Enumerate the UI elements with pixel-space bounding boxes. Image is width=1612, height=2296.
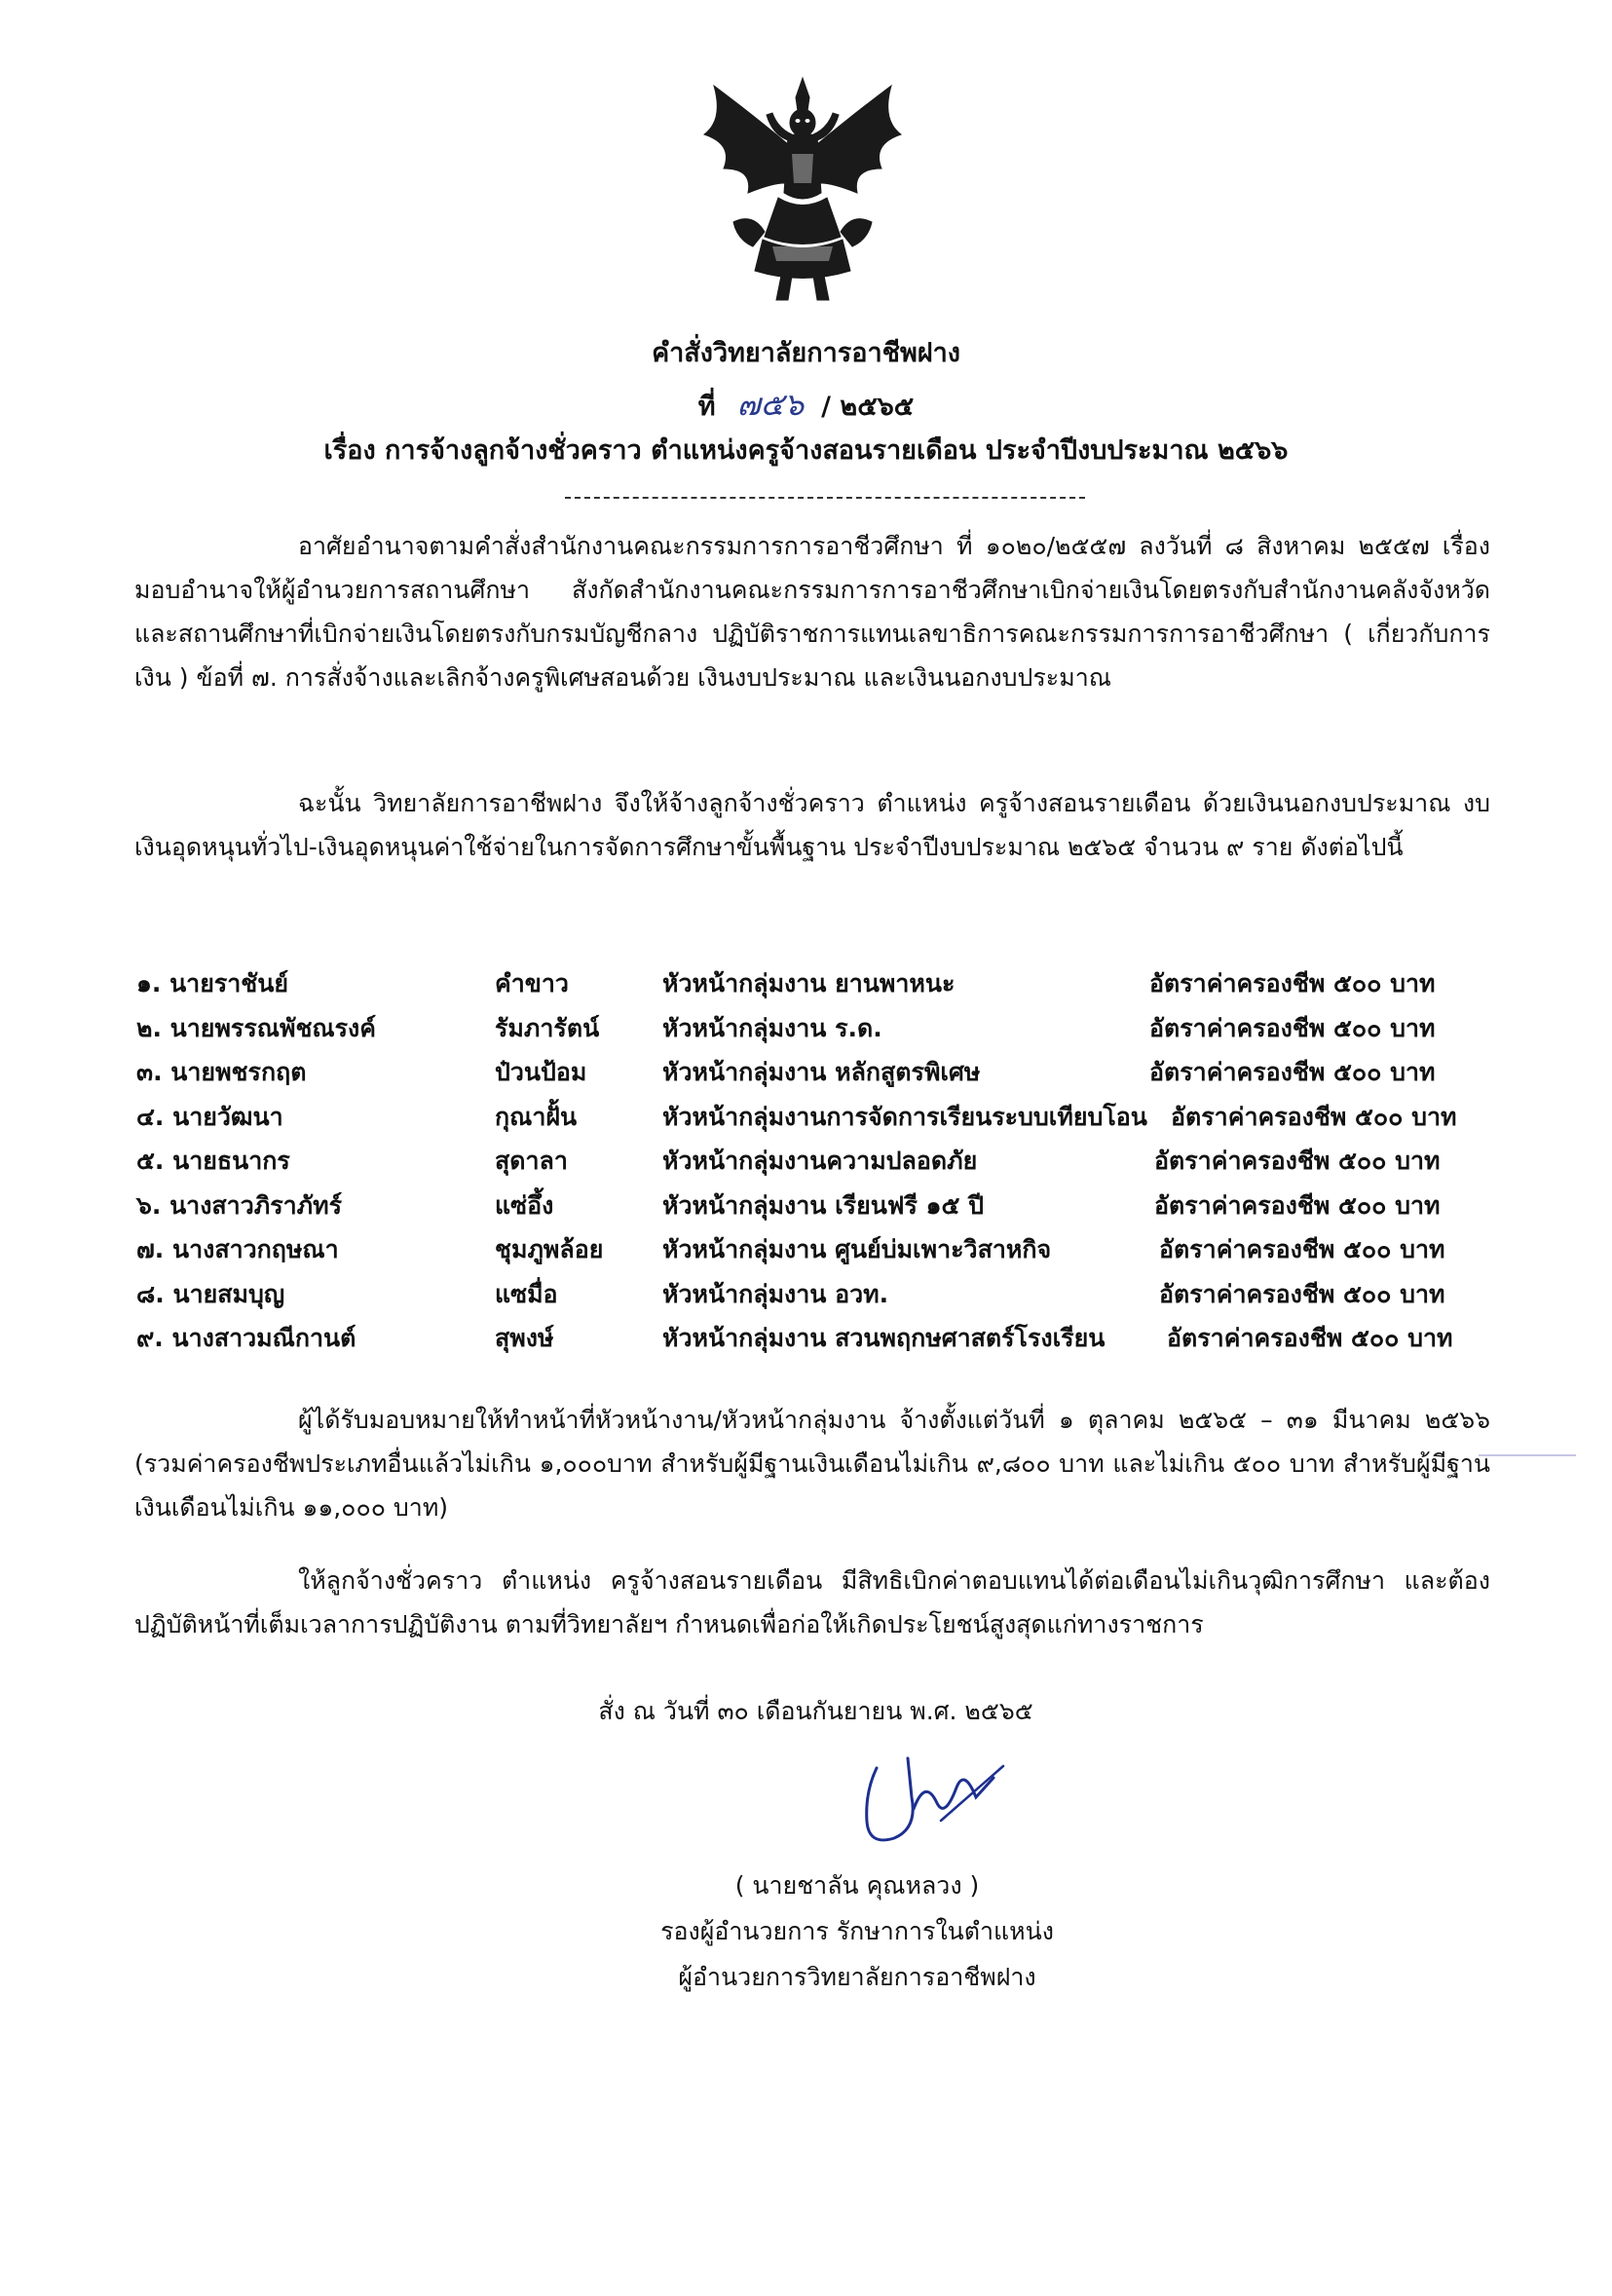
paragraph-authority-text: อาศัยอำนาจตามคำสั่งสำนักงานคณะกรรมการการอาชีวศึกษา ที่ ๑๐๒๐/๒๕๕๗ ลงวันที่ ๘ สิงหาคม ๒๕๕๗ เรื่อง มอบอำนาจให้ผู้อำนวยการสถานศึกษา สังกัดสำนักงานคณะกรรมการการอาชีวศึกษาเบิกจ่ายเงินโดยตรงกับสำนักงานคลังจังหวัด และสถานศึกษาที่เบิกจ่ายเงินโดยตรงกับกรมบัญชีกลาง ปฏิบัติราชการแทนเลขาธิการคณะกรรมการการอาชีวศึกษา ( เกี่ยวกับการเงิน ) ข้อที่ ๗. การสั่งจ้างและเลิกจ้างครูพิเศษสอนด้วย เงินงบประมาณ และเงินนอกงบประมาณ: [134, 532, 1490, 692]
staff-name: ๑. นายราชันย์: [136, 969, 289, 997]
list-item: [136, 1230, 1500, 1275]
paragraph-hiring-text: ฉะนั้น วิทยาลัยการอาชีพฝาง จึงให้จ้างลูกจ้างชั่วคราว ตำแหน่ง ครูจ้างสอนรายเดือน ด้วยเงินนอกงบประมาณ งบเงินอุดหนุนทั่วไป-เงินอุดหนุนค่าใช้จ่ายในการจัดการศึกษาขั้นพื้นฐาน ประจำปีงบประมาณ ๒๕๖๕ จำนวน ๙ ราย ดังต่อไปนี้: [134, 789, 1490, 861]
staff-surname: ชุมภูพล้อย: [495, 1235, 604, 1263]
staff-name: ๓. นายพชรกฤต: [136, 1058, 307, 1086]
signer-name: ( นายชาลัน คุณหลวง ): [734, 1871, 980, 1900]
staff-surname: รัมภารัตน์: [495, 1013, 600, 1042]
staff-rate: อัตราค่าครองชีพ ๕๐๐ บาท: [1159, 1279, 1445, 1308]
staff-rate: อัตราค่าครองชีพ ๕๐๐ บาท: [1154, 1147, 1441, 1175]
staff-rate: อัตราค่าครองชีพ ๕๐๐ บาท: [1167, 1324, 1453, 1352]
list-item: [136, 1098, 1500, 1143]
list-item: [136, 1275, 1500, 1320]
staff-rate: อัตราค่าครองชีพ ๕๐๐ บาท: [1149, 969, 1436, 997]
staff-surname: คำขาว: [495, 969, 569, 997]
list-item: [136, 1009, 1500, 1054]
staff-role: หัวหน้ากลุ่มงาน อวท.: [662, 1279, 889, 1308]
staff-name: ๔. นายวัฒนา: [136, 1102, 283, 1131]
staff-surname: แซมื่อ: [495, 1279, 558, 1308]
list-item: [136, 1186, 1500, 1231]
staff-role: หัวหน้ากลุ่มงาน ร.ด.: [662, 1013, 882, 1042]
order-subject: เรื่อง การจ้างลูกจ้างชั่วคราว ตำแหน่งครูจ้างสอนรายเดือน ประจำปีงบประมาณ ๒๕๖๖: [323, 435, 1289, 466]
paragraph-compensation-text: ให้ลูกจ้างชั่วคราว ตำแหน่ง ครูจ้างสอนรายเดือน มีสิทธิเบิกค่าตอบแทนได้ต่อเดือนไม่เกินวุฒิการศึกษา และต้องปฏิบัติหน้าที่เต็มเวลาการปฏิบัติงาน ตามที่วิทยาลัยฯ กำหนดเพื่อก่อให้เกิดประโยชน์สูงสุดแก่ทางราชการ: [134, 1566, 1490, 1638]
staff-name: ๕. นายธนากร: [136, 1147, 290, 1175]
margin-mark: [1479, 1454, 1576, 1456]
order-title: คำสั่งวิทยาลัยการอาชีพฝาง: [652, 338, 960, 368]
signature-block: [604, 1863, 1110, 2000]
staff-role: หัวหน้ากลุ่มงาน ยานพาหนะ: [662, 969, 956, 997]
staff-name: ๒. นายพรรณพัชณรงค์: [136, 1013, 376, 1042]
signer-organization: ผู้อำนวยการวิทยาลัยการอาชีพฝาง: [678, 1963, 1036, 1991]
staff-name: ๙. นางสาวมณีกานต์: [136, 1324, 356, 1352]
staff-rate: อัตราค่าครองชีพ ๕๐๐ บาท: [1149, 1013, 1436, 1042]
staff-role: หัวหน้ากลุ่มงานความปลอดภัย: [662, 1147, 978, 1175]
staff-list: [136, 964, 1500, 1364]
paragraph-hiring: [134, 781, 1490, 869]
number-prefix: ที่: [697, 392, 716, 422]
dashed-divider: [565, 497, 1085, 499]
staff-role: หัวหน้ากลุ่มงาน หลักสูตรพิเศษ: [662, 1058, 981, 1086]
staff-role: หัวหน้ากลุ่มงาน ศูนย์บ่มเพาะวิสาหกิจ: [662, 1235, 1052, 1263]
staff-rate: อัตราค่าครองชีพ ๕๐๐ บาท: [1159, 1235, 1445, 1263]
number-year: / ๒๕๖๕: [821, 392, 915, 422]
staff-surname: กุณาฝั้น: [495, 1102, 578, 1131]
paragraph-authority: [134, 524, 1490, 699]
paragraph-compensation: [134, 1559, 1490, 1646]
handwritten-number: ๗๕๖: [736, 386, 805, 423]
staff-name: ๘. นายสมบุญ: [136, 1279, 285, 1308]
staff-role: หัวหน้ากลุ่มงานการจัดการเรียนระบบเทียบโอน: [662, 1102, 1147, 1131]
staff-rate: อัตราค่าครองชีพ ๕๐๐ บาท: [1154, 1190, 1441, 1220]
staff-surname: สุดาลา: [495, 1147, 568, 1175]
paragraph-assignment: [134, 1398, 1490, 1529]
staff-surname: ป๋วนป้อม: [495, 1058, 587, 1086]
list-item: [136, 1142, 1500, 1186]
list-item: [136, 964, 1500, 1009]
order-number: [0, 380, 1612, 430]
staff-surname: แซ่อึ้ง: [495, 1190, 554, 1220]
paragraph-assignment-text: ผู้ได้รับมอบหมายให้ทำหน้าที่หัวหน้างาน/หัวหน้ากลุ่มงาน จ้างตั้งแต่วันที่ ๑ ตุลาคม ๒๕๖๕ – ๓๑ มีนาคม ๒๕๖๖ (รวมค่าครองชีพประเภทอื่นแล้วไม่เกิน ๑,๐๐๐บาท สำหรับผู้มีฐานเงินเดือนไม่เกิน ๙,๘๐๐ บาท และไม่เกิน ๕๐๐ บาท สำหรับผู้มีฐานเงินเดือนไม่เกิน ๑๑,๐๐๐ บาท): [134, 1406, 1490, 1522]
staff-rate: อัตราค่าครองชีพ ๕๐๐ บาท: [1171, 1102, 1457, 1131]
list-item: [136, 1053, 1500, 1098]
staff-name: ๗. นางสาวกฤษณา: [136, 1235, 339, 1263]
signer-position: รองผู้อำนวยการ รักษาการในตำแหน่ง: [660, 1917, 1054, 1945]
garuda-emblem-icon: [694, 76, 911, 302]
ordered-date: สั่ง ณ วันที่ ๓๐ เดือนกันยายน พ.ศ. ๒๕๖๕: [598, 1697, 1033, 1725]
staff-rate: อัตราค่าครองชีพ ๕๐๐ บาท: [1149, 1058, 1436, 1086]
handwritten-signature: [847, 1749, 1013, 1856]
list-item: [136, 1319, 1500, 1364]
staff-surname: สุพงษ์: [495, 1324, 554, 1352]
staff-role: หัวหน้ากลุ่มงาน สวนพฤกษศาสตร์โรงเรียน: [662, 1324, 1106, 1352]
staff-role: หัวหน้ากลุ่มงาน เรียนฟรี ๑๕ ปี: [662, 1190, 985, 1220]
staff-name: ๖. นางสาวภิราภัทร์: [136, 1190, 343, 1220]
